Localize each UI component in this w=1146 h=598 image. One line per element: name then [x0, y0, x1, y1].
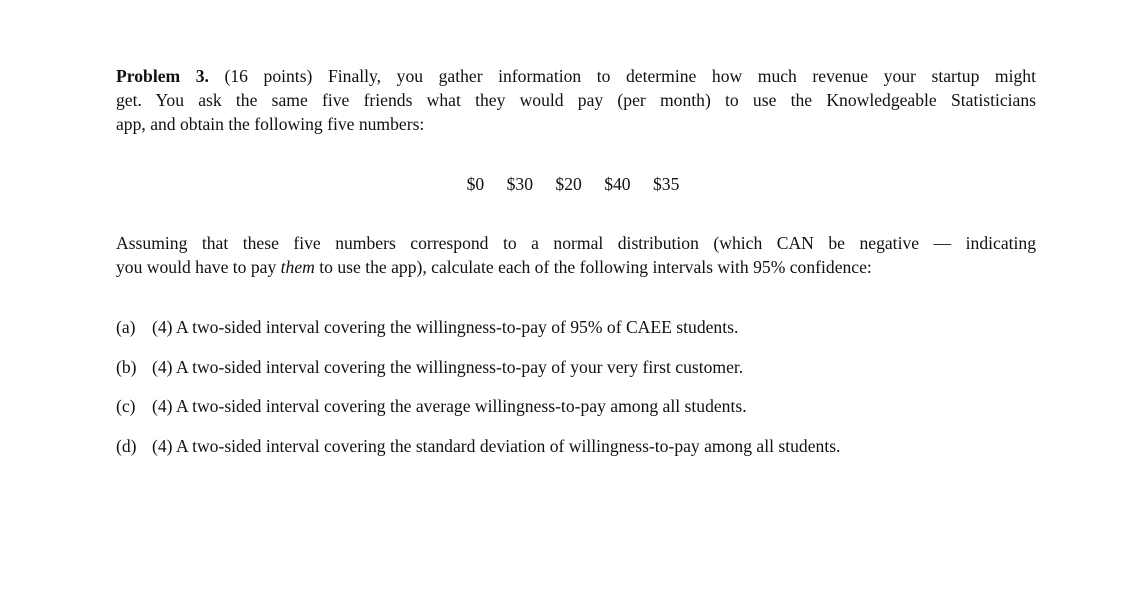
part-label: (a)	[116, 317, 136, 337]
data-values	[0, 172, 1146, 196]
part-label: (d)	[116, 435, 137, 456]
part-d	[116, 434, 840, 474]
part-label: (b)	[116, 356, 137, 377]
part-text: (4) A two-sided interval covering the standard deviation of willingness-to-pay among all students.	[152, 435, 841, 456]
problem-intro	[116, 64, 1036, 136]
emphasis: them	[280, 257, 315, 277]
value: $20	[555, 174, 582, 194]
intro-text: (16 points) Finally, you gather information to determine how much revenue your startup might	[224, 66, 1036, 86]
assumption-line-1: Assuming that these five numbers correspond to a normal distribution (which CAN be negative — indicating	[116, 233, 1036, 253]
problem-parts	[116, 315, 840, 473]
assumption-line-2	[116, 255, 1036, 279]
value: $35	[653, 174, 680, 194]
value: $40	[604, 174, 631, 194]
intro-line-2: get. You ask the same five friends what they would pay (per month) to use the Knowledgeable Statisticians	[116, 90, 1036, 110]
value: $30	[506, 174, 533, 194]
intro-line-1	[116, 64, 1036, 88]
intro-line-3: app, and obtain the following five numbers:	[116, 114, 425, 134]
part-text: (4) A two-sided interval covering the willingness-to-pay of 95% of CAEE students.	[152, 317, 739, 337]
text: to use the app), calculate each of the following intervals with 95% confidence:	[314, 257, 872, 277]
part-text: (4) A two-sided interval covering the average willingness-to-pay among all students.	[152, 396, 747, 416]
value: $0	[466, 174, 485, 194]
part-label: (c)	[116, 396, 136, 416]
problem-title: Problem 3.	[116, 66, 209, 86]
part-b	[116, 355, 840, 395]
part-c	[116, 394, 840, 434]
part-text: (4) A two-sided interval covering the willingness-to-pay of your very first customer.	[152, 356, 744, 377]
assumption-paragraph	[116, 231, 1036, 279]
part-a	[116, 315, 840, 355]
text: you would have to pay	[116, 257, 281, 277]
